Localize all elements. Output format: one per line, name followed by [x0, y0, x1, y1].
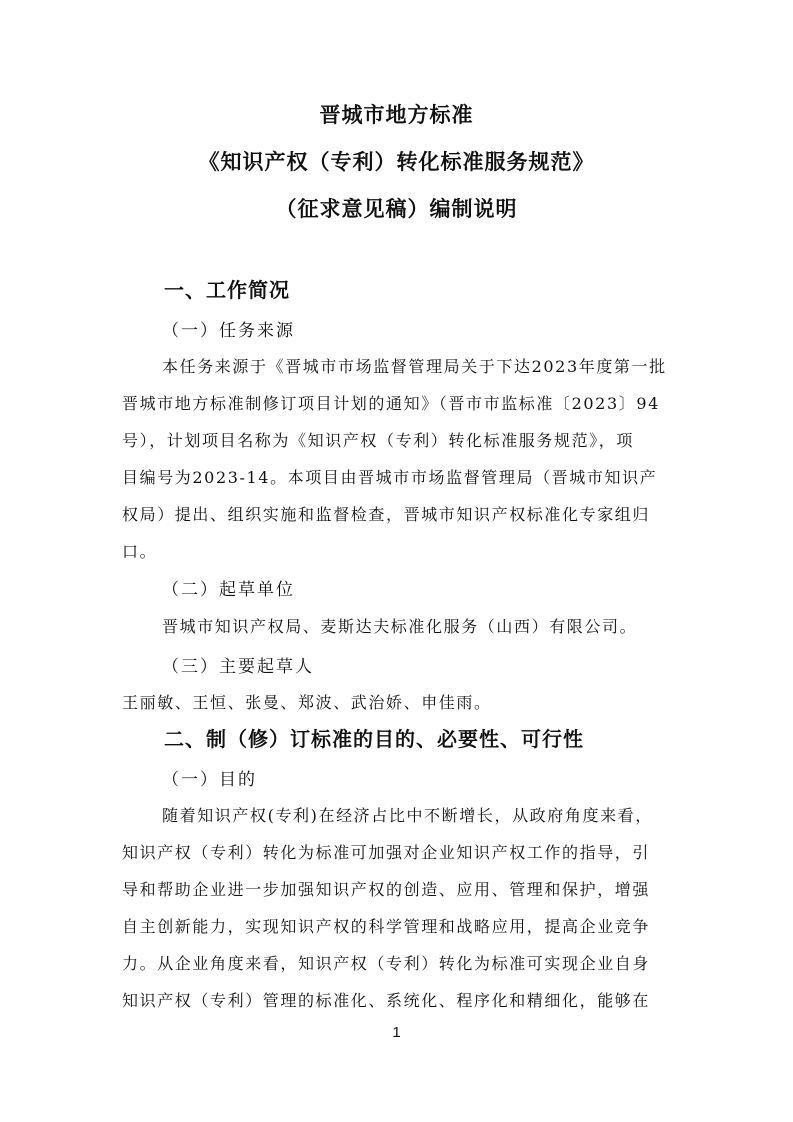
- paragraph-line: 口。: [122, 542, 158, 561]
- paragraph-line: 权局）提出、组织实施和监督检查，晋城市知识产权标准化专家组归: [122, 505, 651, 524]
- drafting-units-text: 晋城市知识产权局、麦斯达夫标准化服务（山西）有限公司。: [162, 617, 638, 636]
- paragraph-line: 晋城市地方标准制修订项目计划的通知》（晋市市监标准〔2023〕94: [122, 394, 660, 413]
- document-title-line3: （征求意见稿）编制说明: [275, 197, 518, 221]
- paragraph-line: 知识产权（专利）管理的标准化、系统化、程序化和精细化，能够在: [122, 991, 651, 1010]
- drafters-text: 王丽敏、王恒、张曼、郑波、武治娇、申佳雨。: [122, 693, 492, 712]
- paragraph-line: 本任务来源于《晋城市市场监督管理局关于下达2023年度第一批: [162, 357, 667, 376]
- document-title-line2: 《知识产权（专利）转化标准服务规范》: [198, 150, 595, 174]
- paragraph-line: 号），计划项目名称为《知识产权（专利）转化标准服务规范》，项: [122, 431, 635, 450]
- section1-sub3-heading: （三）主要起草人: [162, 657, 314, 677]
- paragraph-line: 知识产权（专利）转化为标准可加强对企业知识产权工作的指导，引: [122, 843, 651, 862]
- paragraph-line: 导和帮助企业进一步加强知识产权的创造、应用、管理和保护，增强: [122, 880, 651, 899]
- page-number: 1: [392, 1024, 401, 1041]
- section1-sub2-heading: （二）起草单位: [162, 580, 295, 600]
- paragraph-line: 力。从企业角度来看，知识产权（专利）转化为标准可实现企业自身: [122, 954, 651, 973]
- section1-heading: 一、工作简况: [164, 278, 290, 302]
- paragraph-line: 随着知识产权(专利)在经济占比中不断增长，从政府角度来看，: [162, 806, 653, 825]
- section2-sub1-heading: （一）目的: [162, 770, 257, 790]
- section1-sub1-heading: （一）任务来源: [162, 321, 295, 341]
- paragraph-line: 目编号为2023-14。本项目由晋城市市场监督管理局（晋城市知识产: [122, 468, 658, 487]
- paragraph-line: 自主创新能力，实现知识产权的科学管理和战略应用，提高企业竞争: [122, 917, 651, 936]
- section2-heading: 二、制（修）订标准的目的、必要性、可行性: [164, 727, 584, 751]
- document-title-line1: 晋城市地方标准: [319, 103, 474, 127]
